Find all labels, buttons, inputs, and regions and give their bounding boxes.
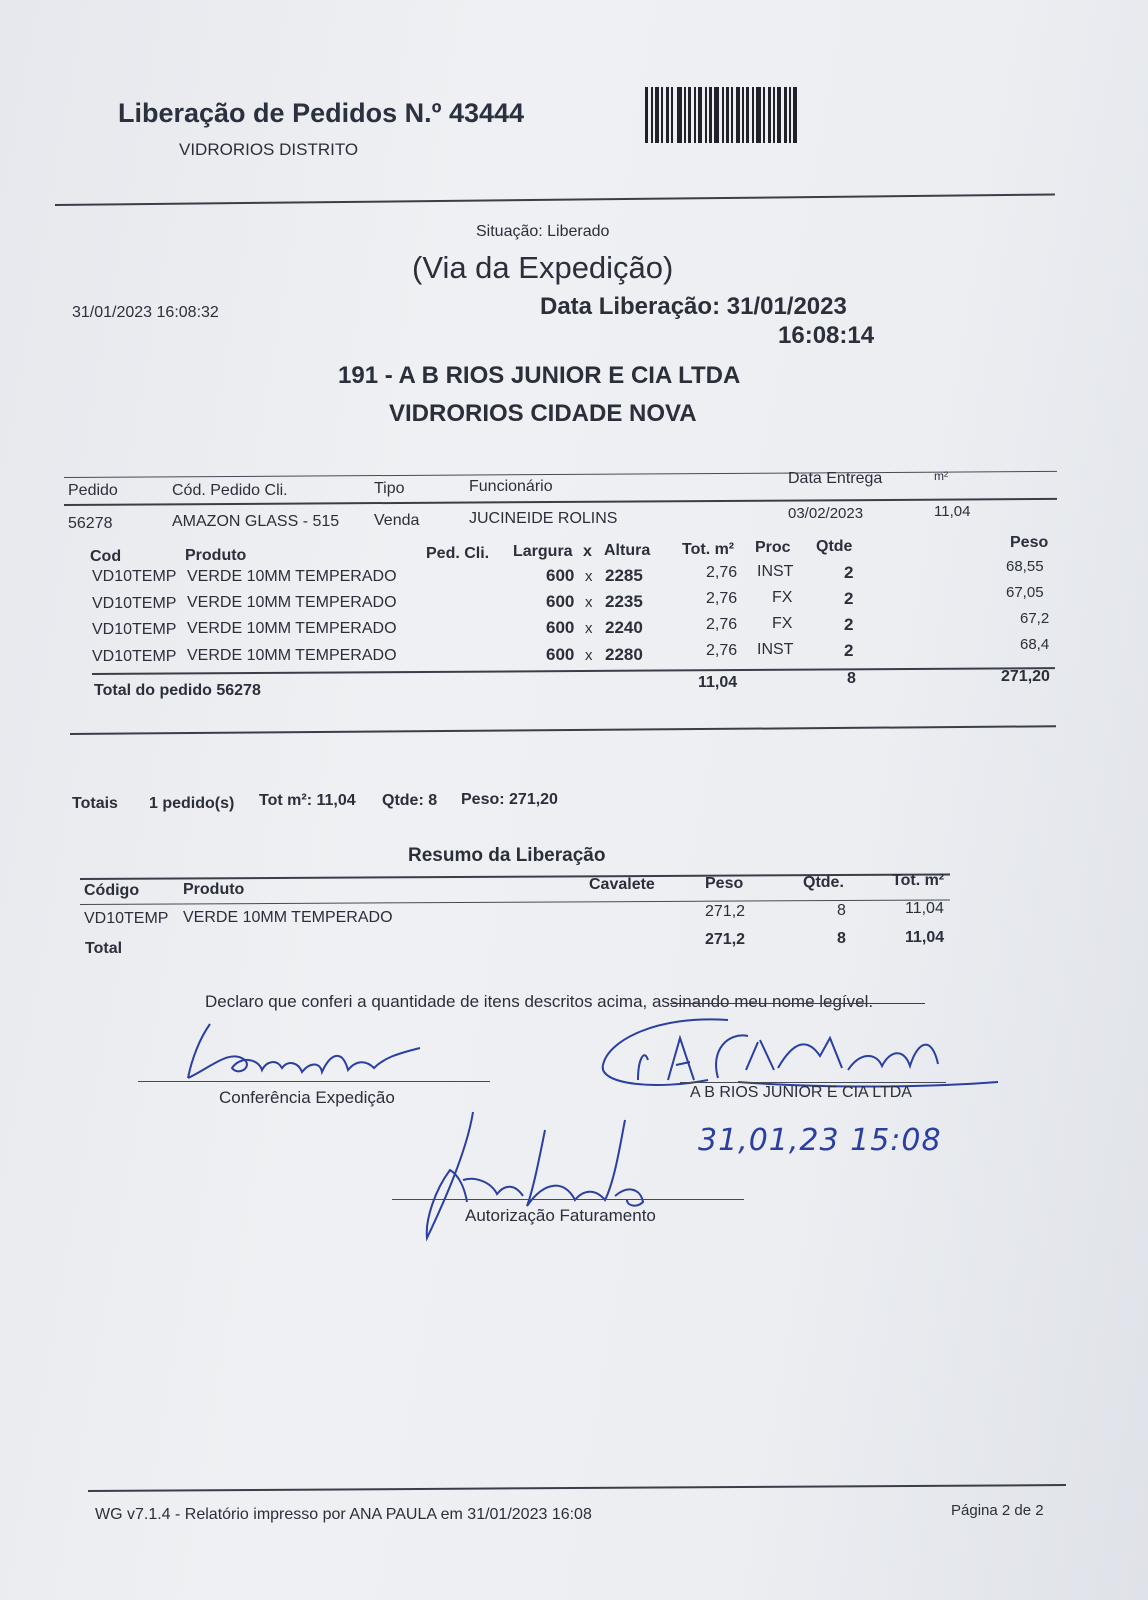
item-x: x — [585, 647, 593, 664]
totals-orders: 1 pedido(s) — [149, 795, 235, 812]
status-text: Situação: Liberado — [476, 223, 610, 240]
item-tot: 2,76 — [706, 642, 738, 659]
item-produto: VERDE 10MM TEMPERADO — [187, 594, 397, 611]
item-qtde: 2 — [844, 641, 854, 660]
summary-col-peso: Peso — [705, 875, 744, 892]
col-cod-pedido-cli: Cód. Pedido Cli. — [172, 482, 288, 499]
autorizacao-signature-line — [392, 1199, 744, 1200]
summary-title: Resumo da Liberação — [408, 845, 606, 866]
summary-produto: VERDE 10MM TEMPERADO — [183, 909, 393, 926]
release-time: 16:08:14 — [778, 322, 875, 349]
item-altura: 2235 — [605, 592, 643, 611]
autorizacao-label: Autorização Faturamento — [465, 1206, 656, 1225]
totals-m2: Tot m²: 11,04 — [259, 792, 356, 809]
summary-col-qtde: Qtde. — [803, 874, 844, 891]
item-col-largura: Largura — [513, 543, 573, 560]
item-proc: INST — [757, 641, 794, 658]
client-signature-line — [680, 1082, 946, 1083]
item-produto: VERDE 10MM TEMPERADO — [187, 568, 397, 585]
item-largura: 600 — [546, 618, 575, 637]
summary-total-peso: 271,2 — [705, 931, 746, 948]
item-x: x — [585, 594, 593, 611]
order-number: 56278 — [68, 515, 113, 532]
summary-total-label: Total — [85, 940, 123, 957]
item-col-altura: Altura — [604, 542, 651, 559]
item-col-proc: Proc — [755, 539, 791, 556]
item-tot: 2,76 — [706, 564, 738, 581]
order-section-rule — [70, 725, 1056, 735]
item-altura: 2280 — [605, 645, 643, 664]
item-largura: 600 — [546, 592, 575, 611]
company-name: VIDRORIOS DISTRITO — [179, 140, 359, 159]
footer-rule — [88, 1484, 1066, 1492]
summary-col-produto: Produto — [183, 881, 245, 898]
page-number: Página 2 de 2 — [951, 1502, 1044, 1519]
client-order-code: AMAZON GLASS - 515 — [172, 513, 340, 530]
item-cod: VD10TEMP — [92, 568, 177, 585]
item-largura: 600 — [546, 645, 575, 664]
order-total-label: Total do pedido 56278 — [94, 682, 261, 699]
client-signature-label: A B RIOS JUNIOR E CIA LTDA — [690, 1084, 912, 1101]
item-tot: 2,76 — [706, 616, 738, 633]
item-proc: FX — [772, 589, 793, 606]
release-date: Data Liberação: 31/01/2023 — [540, 293, 847, 320]
item-col-qtde: Qtde — [816, 538, 853, 555]
summary-total-qtde: 8 — [837, 930, 846, 947]
item-tot: 2,76 — [706, 590, 738, 607]
totals-qtde: Qtde: 8 — [382, 792, 438, 809]
item-peso: 68,4 — [1020, 636, 1050, 653]
item-col-x: x — [583, 543, 592, 560]
item-altura: 2240 — [605, 618, 643, 637]
item-peso: 67,05 — [1006, 584, 1044, 601]
declaration-strikethrough — [670, 1003, 925, 1004]
item-peso: 67,2 — [1020, 610, 1050, 627]
item-qtde: 2 — [844, 615, 854, 634]
item-col-cod: Cod — [90, 548, 122, 565]
item-cod: VD10TEMP — [92, 621, 177, 638]
item-peso: 68,55 — [1006, 558, 1044, 575]
summary-codigo: VD10TEMP — [84, 910, 169, 927]
item-largura: 600 — [546, 566, 575, 585]
item-cod: VD10TEMP — [92, 648, 177, 665]
client-name: 191 - A B RIOS JUNIOR E CIA LTDA — [338, 362, 741, 389]
col-data-entrega: Data Entrega — [788, 470, 883, 487]
item-altura: 2285 — [605, 566, 643, 585]
employee-name: JUCINEIDE ROLINS — [469, 510, 618, 527]
item-col-tot-m2: Tot. m² — [682, 541, 735, 558]
item-col-produto: Produto — [185, 547, 247, 564]
header-divider — [55, 194, 1055, 206]
copy-label: (Via da Expedição) — [412, 250, 674, 285]
item-produto: VERDE 10MM TEMPERADO — [187, 647, 397, 664]
order-total-peso: 271,20 — [1001, 668, 1050, 685]
item-proc: INST — [757, 563, 794, 580]
order-m2: 11,04 — [934, 503, 971, 520]
declaration-text: Declaro que conferi a quantidade de itens descritos acima, assinando meu nome legível. — [205, 992, 874, 1011]
summary-col-codigo: Código — [84, 882, 140, 899]
totals-peso: Peso: 271,20 — [461, 791, 558, 808]
item-cod: VD10TEMP — [92, 595, 177, 612]
summary-peso: 271,2 — [705, 903, 746, 920]
footer-left: WG v7.1.4 - Relatório impresso por ANA PAULA em 31/01/2023 16:08 — [95, 1506, 592, 1523]
order-total-m2: 11,04 — [698, 674, 738, 691]
item-x: x — [585, 620, 593, 637]
item-produto: VERDE 10MM TEMPERADO — [187, 620, 397, 637]
summary-tot: 11,04 — [905, 900, 944, 917]
item-qtde: 2 — [844, 563, 854, 582]
handwritten-date: 31,01,23 15:08 — [698, 1123, 942, 1158]
conferencia-label: Conferência Expedição — [219, 1088, 395, 1107]
item-x: x — [585, 568, 593, 585]
document-title: Liberação de Pedidos N.º 43444 — [118, 98, 525, 128]
item-proc: FX — [772, 615, 793, 632]
order-type: Venda — [374, 512, 420, 529]
print-timestamp: 31/01/2023 16:08:32 — [72, 304, 219, 321]
col-m2: m² — [934, 469, 948, 483]
item-qtde: 2 — [844, 589, 854, 608]
order-table-top-rule — [64, 471, 1057, 478]
summary-col-tot-m2: Tot. m² — [892, 872, 945, 889]
col-funcionario: Funcionário — [469, 478, 553, 495]
summary-qtde: 8 — [837, 902, 846, 919]
totals-label: Totais — [72, 795, 118, 812]
col-pedido: Pedido — [68, 482, 118, 499]
summary-col-cavalete: Cavalete — [589, 876, 655, 893]
conferencia-signature — [170, 1018, 430, 1088]
delivery-date: 03/02/2023 — [788, 505, 864, 522]
barcode — [645, 87, 823, 143]
summary-total-tot: 11,04 — [905, 929, 945, 946]
item-col-ped-cli: Ped. Cli. — [426, 545, 490, 562]
col-tipo: Tipo — [374, 480, 405, 497]
client-branch: VIDRORIOS CIDADE NOVA — [389, 400, 697, 427]
item-col-peso: Peso — [1010, 534, 1049, 551]
summary-header-rule — [80, 899, 950, 905]
order-total-qtde: 8 — [847, 670, 856, 687]
items-total-rule — [92, 667, 1055, 675]
